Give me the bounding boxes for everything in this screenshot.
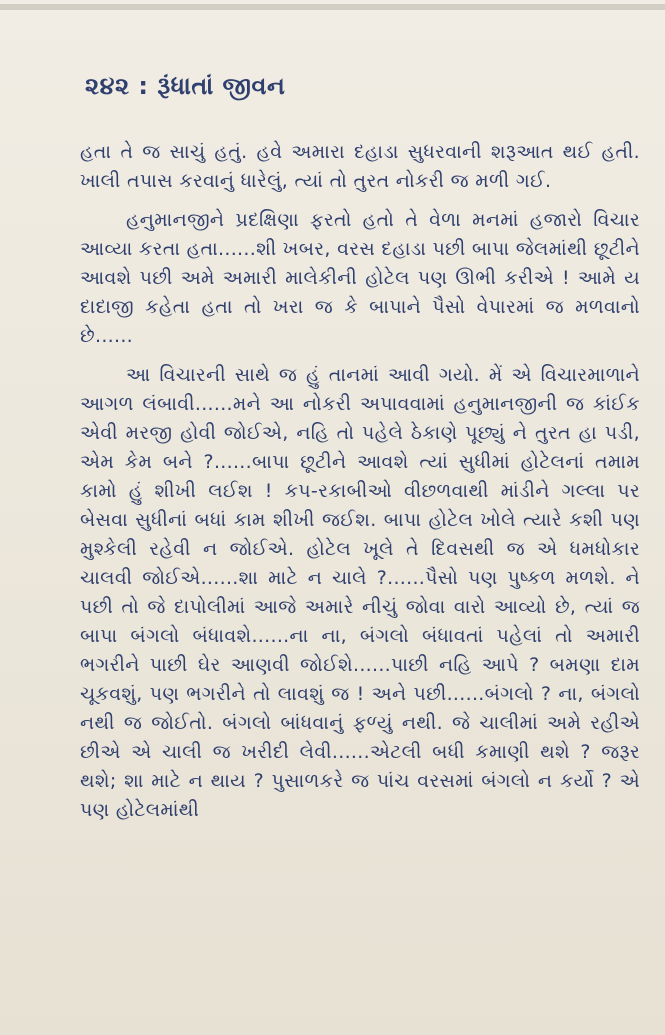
top-edge-rule: [0, 4, 665, 10]
paragraph-3: આ વિચારની સાથે જ હું તાનમાં આવી ગયો. મેં એ વિચારમાળાને આગળ લંબાવી......મને આ નોકરી અપાવવામાં હનુમાનજીની જ કાંઈક એવી મરજી હોવી જોઈએ, નહિ તો પહેલે ઠેકાણે પૂછ્યું ને તુરત હા પડી, એમ કેમ બને ?......બાપા છૂટીને આવશે ત્યાં સુધીમાં હોટેલનાં તમામ કામો હું શીખી લઈશ ! કપ-રકાબીઓ વીછળવાથી માંડીને ગલ્લા પર બેસવા સુધીનાં બધાં કામ શીખી જઈશ. બાપા હોટેલ ખોલે ત્યારે કશી પણ મુશ્કેલી રહેવી ન જોઈએ. હોટેલ ખૂલે તે દિવસથી જ એ ધમધોકાર ચાલવી જોઈએ......શા માટે ન ચાલે ?......પૈસો પણ પુષ્કળ મળશે. ને પછી તો જે દાપોલીમાં આજે અમારે નીચું જોવા વારો આવ્યો છે, ત્યાં જ બાપા બંગલો બંધાવશે......ના ના, બંગલો બંધાવતાં પહેલાં તો અમારી ભગરીને પાછી ઘેર આણવી જોઈશે......પાછી નહિ આપે ? બમણા દામ ચૂકવશું, પણ ભગરીને તો લાવશું જ ! અને પછી......બંગલો ? ના, બંગલો નથી જ જોઈતો. બંગલો બાંધવાનું ફળ્યું નથી. જે ચાલીમાં અમે રહીએ છીએ એ ચાલી જ ખરીદી લેવી......એટલી બધી કમાણી થશે ? જરૂર થશે; શા માટે ન થાય ? પુસાળકરે જ પાંચ વરસમાં બંગલો ન કર્યો ? એ પણ હોટેલમાંથી: [80, 364, 640, 821]
paragraph-2: હનુમાનજીને પ્રદક્ષિણા ફરતો હતો તે વેળા મનમાં હજારો વિચાર આવ્યા કરતા હતા......શી ખબર, વરસ દહાડા પછી બાપા જેલમાંથી છૂટીને આવશે પછી અમે અમારી માલેકીની હોટેલ પણ ઊભી કરીએ ! આમે ય દાદાજી કહેતા હતા તો ખરા જ કે બાપાને પૈસો વેપારમાં જ મળવાનો છે......: [80, 209, 640, 347]
running-head: ૨૪૨ : રૂંધાતાં જીવન: [85, 72, 286, 100]
body-text: [80, 138, 640, 825]
paragraph-1: હતા તે જ સાચું હતું. હવે અમારા દહાડા સુધરવાની શરૂઆત થઈ હતી. ખાલી તપાસ કરવાનું ધારેલું, ત્યાં તો તુરત નોકરી જ મળી ગઈ.: [80, 141, 640, 192]
